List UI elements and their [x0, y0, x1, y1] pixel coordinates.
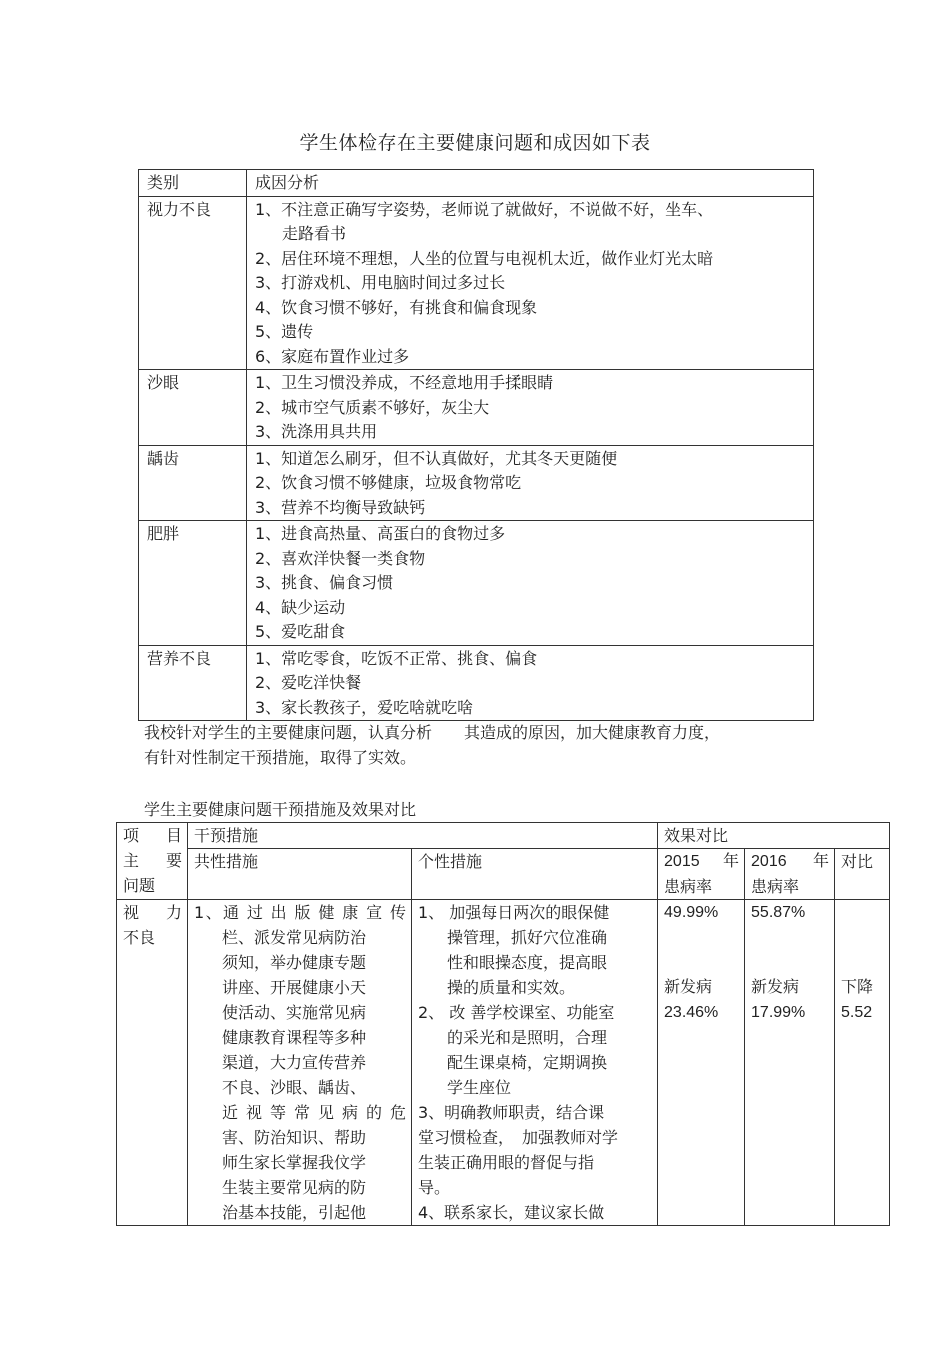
category-cell: 沙眼 — [139, 370, 247, 446]
list-item — [255, 371, 807, 396]
year2015-header — [658, 849, 745, 900]
header-text: 问题 — [123, 876, 156, 895]
measure-line: 渠道，大力宣传营养 — [222, 1053, 367, 1072]
new-case-label: 新发病 — [664, 979, 713, 996]
list-item — [255, 271, 807, 296]
col-category-header: 类别 — [139, 170, 247, 197]
analysis-cell — [247, 370, 814, 446]
list-item-text: 3、营养不均衡导致缺钙 — [255, 497, 426, 517]
header-text: 2015 年 — [664, 853, 740, 870]
list-item-text: 1、卫生习惯没养成，不经意地用手揉眼睛 — [255, 373, 554, 392]
list-item-text: 6、家庭布置作业过多 — [255, 346, 410, 366]
list-item-text: 3、打游戏机、用电脑时间过多过长 — [255, 273, 506, 292]
measure-line: 操的质量和实效。 — [447, 978, 576, 997]
measure-line: 导。 — [418, 1178, 451, 1197]
list-item-text: 2、爱吃洋快餐 — [255, 673, 362, 692]
measure-line: 1、通 过 出 版 健 康 宣 传 — [194, 903, 406, 922]
compare-cell — [835, 900, 890, 1226]
new-case-value: 17.99% — [751, 1004, 806, 1021]
analysis-cell — [247, 521, 814, 646]
rate-value: 55.87% — [751, 904, 806, 921]
measure-line: 讲座、开展健康小天 — [222, 978, 367, 997]
common-header: 共性措施 — [188, 849, 412, 900]
intervention-table — [116, 822, 890, 1226]
measure-line: 师生家长掌握我伩学 — [222, 1153, 367, 1172]
category-cell: 视力不良 — [139, 196, 247, 370]
category-cell: 肥胖 — [139, 521, 247, 646]
list-item — [255, 496, 807, 521]
measure-line: 4、联系家长，建议家长做 — [418, 1203, 605, 1222]
measure-line: 不良、沙眼、龋齿、 — [222, 1078, 367, 1097]
measure-line: 近 视 等 常 见 病 的 危 — [222, 1103, 406, 1122]
list-item — [255, 547, 807, 572]
paragraph-line: 有针对性制定干预措施，取得了实效。 — [144, 747, 417, 767]
measure-line: 的采光和是照明，合理 — [447, 1028, 608, 1047]
table-row — [139, 645, 814, 721]
list-item-text: 4、缺少运动 — [255, 597, 346, 617]
measure-line: 性和眼操态度，提高眼 — [447, 953, 608, 972]
list-item-text: 3、洗涤用具共用 — [255, 422, 378, 441]
list-item-text: 1、常吃零食，吃饭不正常、挑食、偏食 — [255, 648, 538, 668]
measure-line: 配生课桌椅，定期调换 — [447, 1053, 608, 1072]
list-item — [255, 647, 807, 672]
problem-cell — [117, 900, 188, 1226]
effect-header: 效果对比 — [658, 823, 890, 849]
list-item — [255, 571, 807, 596]
measure-line: 栏、派发常见病防治 — [222, 928, 367, 947]
list-item — [255, 522, 807, 547]
list-item-text: 4、饮食习惯不够好，有挑食和偏食现象 — [255, 297, 538, 317]
compare-label: 下降 — [841, 979, 874, 996]
analysis-cell — [247, 645, 814, 721]
list-item — [255, 320, 807, 345]
measure-line: 害、防治知识、帮助 — [222, 1128, 367, 1147]
page-title: 学生体检存在主要健康问题和成因如下表 — [299, 132, 651, 154]
measure-line: 生装正确用眼的督促与指 — [418, 1153, 595, 1172]
measure-item — [418, 1175, 652, 1200]
header-text: 患病率 — [664, 877, 713, 896]
table-row — [139, 521, 814, 646]
list-item — [255, 620, 807, 645]
table-header-row — [117, 823, 890, 849]
list-item — [255, 696, 807, 721]
table2-title: 学生主要健康问题干预措施及效果对比 — [144, 800, 417, 819]
measure-item — [418, 1100, 652, 1125]
list-item-continuation: 走路看书 — [282, 224, 347, 243]
list-item-text: 1、不注意正确写字姿势，老师说了就做好，不说做不好，坐车、 — [255, 199, 714, 219]
list-item — [255, 345, 807, 370]
measure-line: 堂习惯检查， 加强教师对学 — [418, 1128, 619, 1147]
list-item-text: 3、家长教孩子，爱吃啥就吃啥 — [255, 697, 474, 717]
rate2016-cell — [745, 900, 835, 1226]
rate2015-cell — [658, 900, 745, 1226]
measure-line: 学生座位 — [447, 1078, 512, 1097]
list-item-text: 3、挑食、偏食习惯 — [255, 573, 394, 592]
list-item-text: 2、居住环境不理想，人坐的位置与电视机太近，做作业灯光太暗 — [255, 248, 714, 268]
measure-line: 健康教育课程等多种 — [222, 1028, 367, 1047]
problem-text: 视 力 — [123, 903, 182, 922]
header-text: 患病率 — [751, 877, 800, 896]
individual-measures-cell — [412, 900, 658, 1226]
individual-header: 个性措施 — [412, 849, 658, 900]
measure-line: 生装主要常见病的防 — [222, 1178, 367, 1197]
category-cell: 龋齿 — [139, 445, 247, 521]
list-item-text: 2、城市空气质素不够好，灰尘大 — [255, 397, 490, 417]
table-row — [139, 370, 814, 446]
list-item-text: 5、遗传 — [255, 322, 314, 341]
table-row — [139, 196, 814, 370]
header-text: 项 目 — [123, 826, 182, 845]
measure-line: 2、 改 善学校课室、功能室 — [418, 1003, 615, 1022]
measure-item — [418, 1125, 652, 1150]
new-case-value: 23.46% — [664, 1004, 719, 1021]
measure-line: 须知，举办健康专题 — [222, 953, 367, 972]
measure-line: 治基本技能，引起他 — [222, 1203, 367, 1222]
table-row — [139, 445, 814, 521]
new-case-label: 新发病 — [751, 979, 800, 996]
measure-item — [418, 1200, 652, 1225]
table-subheader-row — [117, 849, 890, 900]
rate-value: 49.99% — [664, 904, 719, 921]
measure-line: 1、 加强每日两次的眼保健 — [418, 903, 610, 922]
paragraph-line: 我校针对学生的主要健康问题，认真分析 其造成的原因，加大健康教育力度， — [144, 723, 721, 742]
health-problems-table — [138, 169, 814, 721]
list-item — [255, 420, 807, 445]
problem-text: 不良 — [123, 928, 156, 947]
list-item — [255, 671, 807, 696]
list-item-text: 5、爱吃甜食 — [255, 622, 346, 641]
list-item-text: 1、知道怎么刷牙，但不认真做好，尤其冬天更随便 — [255, 448, 618, 468]
table-body — [139, 196, 814, 721]
category-cell: 营养不良 — [139, 645, 247, 721]
col-analysis-header: 成因分析 — [247, 170, 814, 197]
list-item — [255, 198, 807, 247]
header-text: 主 要 — [123, 851, 182, 870]
compare-value: 5.52 — [841, 1004, 873, 1021]
analysis-cell — [247, 445, 814, 521]
table-row — [117, 900, 890, 1226]
measure-item — [418, 900, 652, 1000]
compare-header: 对比 — [835, 849, 890, 900]
summary-paragraph — [144, 721, 804, 770]
list-item-text: 2、喜欢洋快餐一类食物 — [255, 548, 426, 568]
list-item-text: 1、进食高热量、高蛋白的食物过多 — [255, 524, 506, 543]
list-item — [255, 596, 807, 621]
measure-item — [418, 1150, 652, 1175]
measure-line: 操管理，抓好穴位准确 — [447, 928, 608, 947]
measure-line: 使活动、实施常见病 — [222, 1003, 367, 1022]
list-item — [255, 396, 807, 421]
header-text: 2016 年 — [751, 853, 830, 870]
table-header-row — [139, 170, 814, 197]
common-measures-cell — [188, 900, 412, 1226]
analysis-cell — [247, 196, 814, 370]
list-item — [255, 247, 807, 272]
measure-line: 3、明确教师职责，结合课 — [418, 1103, 605, 1122]
measure-item — [418, 1000, 652, 1100]
project-header — [117, 823, 188, 900]
list-item — [255, 447, 807, 472]
list-item — [255, 296, 807, 321]
intervention-header: 干预措施 — [188, 823, 658, 849]
list-item-text: 2、饮食习惯不够健康，垃圾食物常吃 — [255, 473, 522, 492]
list-item — [255, 471, 807, 496]
year2016-header — [745, 849, 835, 900]
